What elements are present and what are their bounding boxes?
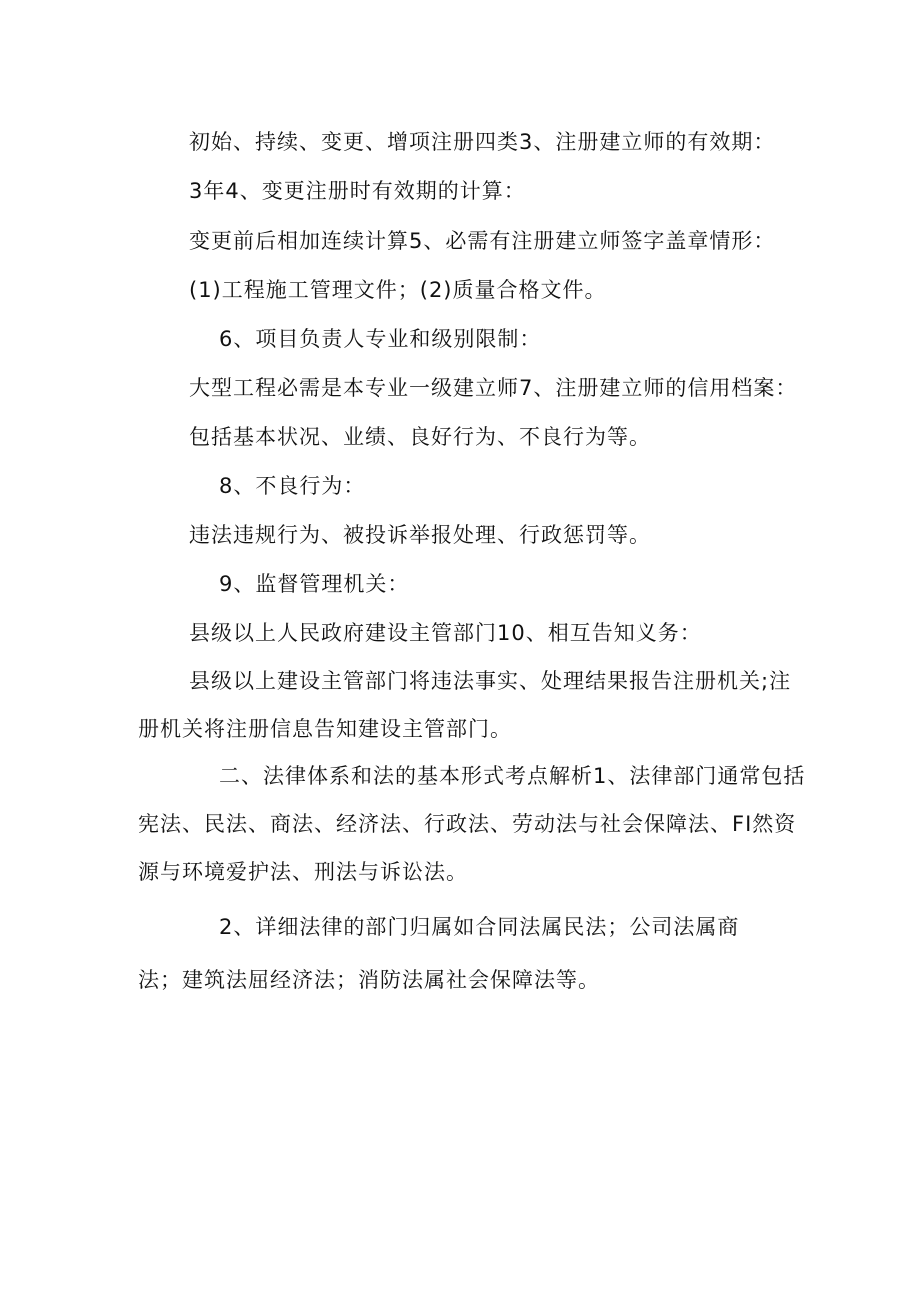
text-line-17: 2、详细法律的部门归属如合同法属民法；公司法属商 — [219, 915, 740, 939]
text-line-8: 8、不良行为： — [219, 474, 366, 498]
text-line-18: 法；建筑法屈经济法；消防法属社会保障法等。 — [138, 968, 600, 992]
text-line-12: 县级以上建设主管部门将违法事实、处理结果报告注册机关;注 — [189, 669, 792, 693]
text-line-3: 变更前后相加连续计算5、必需有注册建立师签字盖章情形： — [189, 229, 776, 253]
text-line-10: 9、监督管理机关： — [219, 572, 410, 596]
text-line-2: 3年4、变更注册时有效期的计算： — [189, 179, 526, 203]
text-line-5: 6、项目负责人专业和级别限制： — [219, 327, 542, 351]
text-line-7: 包括基本状况、业绩、良好行为、不良行为等。 — [189, 425, 651, 449]
text-line-4: (1)工程施工管理文件；(2)质量合格文件。 — [189, 278, 607, 302]
text-line-14: 二、法律体系和法的基本形式考点解析1、法律部门通常包括 — [219, 764, 806, 788]
text-line-1: 初始、持续、变更、增项注册四类3、注册建立师的有效期： — [189, 130, 776, 154]
text-line-11: 县级以上人民政府建设主管部门10、相互告知义务： — [189, 621, 702, 645]
text-line-16: 源与环境爱护法、刑法与诉讼法。 — [138, 860, 468, 884]
text-line-6: 大型工程必需是本专业一级建立师7、注册建立师的信用档案： — [189, 376, 798, 400]
text-line-15: 宪法、民法、商法、经济法、行政法、劳动法与社会保障法、FI然资 — [138, 812, 797, 836]
text-line-9: 违法违规行为、被投诉举报处理、行政惩罚等。 — [189, 523, 651, 547]
text-line-13: 册机关将注册信息告知建设主管部门。 — [138, 717, 512, 741]
